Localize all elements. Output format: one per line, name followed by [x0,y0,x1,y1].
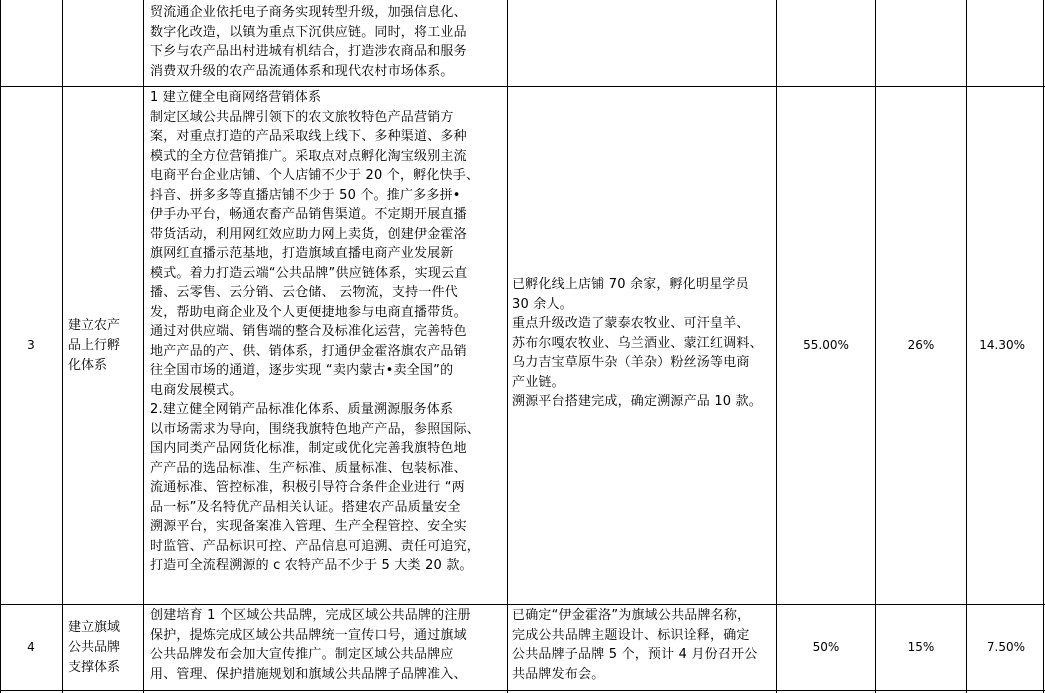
progress-cell: 已确定“伊金霍洛”为旗域公共品牌名称， 完成公共品牌主题设计、标识诠释，确定 公共品牌子品牌 5 个，预计 4 月份召开公 共品牌发布会。 [512,608,758,682]
category-label: 建立旗域 公共品牌 支撑体系 [68,619,121,675]
progress-cell: 已孵化线上店铺 70 余家，孵化明星学员 30 余人。 重点升级改造了蒙泰农牧业、可汗皇羊、 苏布尔嘎农牧业、乌兰酒业、蒙江红调料、 乌力吉宝草原牛杂（羊杂）粉丝汤等电商 产业链。 溯源平台搭建完成，确定溯源产品 10 款。 [512,277,763,409]
rate-c-cell: 7.50% [986,639,1025,654]
rate-a-cell: 55.00% [803,337,849,352]
grid-line [1043,0,1044,693]
grid-line [143,0,144,693]
rate-b-cell: 15% [907,639,935,654]
category-cell [68,605,143,690]
measures-cell: 1 建立健全电商网络营销体系 制定区域公共品牌引领下的农文旅牧特色产品营销方 案，对重点打造的产品采取线上线下、多种渠道、多种 模式的全方位营销推广。采取点对点孵化淘宝级别主流 电商平台企业店铺、个人店铺不少于 20 个，孵化快手、 抖音、拼多多等直播店铺不少于 50 个。推广多多拼• 伊手办平台，畅通农畜产品销售渠道。不定期开展直播 带货活动，利用网红效应助力网上卖货，创建伊金霍洛 旗网红直播示范基地，打造旗域直播电商产业发展新 模式。着力打造云端“公共品牌”供应链体系，实现云直 播、云零售、云分销、云仓储、 云物流，支持一件代 发，帮助电商企业及个人更便捷地参与电商直播带货。 通过对供应端、销售端的整合及标准化运营，完善特色 地产产品的产、供、销体系，打通伊金霍洛旗农产品销 往全国市场的通道，逐步实现 “卖内蒙古•卖全国”的 电商发展模式。 2.建立健全网销产品标准化体系、质量溯源服务体系 以市场需求为导向，围绕我旗特色地产产品，参照国际、 国内同类产品网货化标准，制定或优化完善我旗特色地 产产品的选品标准、生产标准、质量标准、包装标准、 流通标准、管控标准，积极引导符合条件企业进行 “两 品一标”及名特优产品相关认证。搭建农产品质量安全 溯源平台，实现备案准入管理、生产全程管控、安全实 时监管、产品标识可控、产品信息可追溯、责任可追究， 打造可全流程溯源的 c 农特产品不少于 5 大类 20 款。 [150,90,481,573]
grid-line [0,690,1045,691]
grid-line [507,0,508,693]
rate-a-cell: 50% [812,639,840,654]
item-number: 3 [27,337,35,352]
category-label: 建立农产 品上行孵 化体系 [68,317,121,373]
category-cell [68,87,143,604]
item-number: 4 [27,639,35,654]
rate-c-cell: 14.30% [979,337,1025,352]
grid-line [62,0,63,693]
measures-cell: 贸流通企业依托电子商务实现转型升级，加强信息化、 数字化改造，以镇为重点下沉供应链。同时，将工业品 下乡与农产品出村进城有机结合，打造涉农商品和服务 消费双升级的农产品流通体系和现代农村市场体系。 [150,5,467,79]
rate-b-cell: 26% [907,337,935,352]
measures-cell: 创建培育 1 个区域公共品牌，完成区域公共品牌的注册 保护，提炼完成区域公共品牌统一宣传口号，通过旗域 公共品牌发布会加大宣传推广。制定区域公共品牌应 用、管理、保护措施规划和旗域公共品牌子品牌准入、 [150,608,471,682]
